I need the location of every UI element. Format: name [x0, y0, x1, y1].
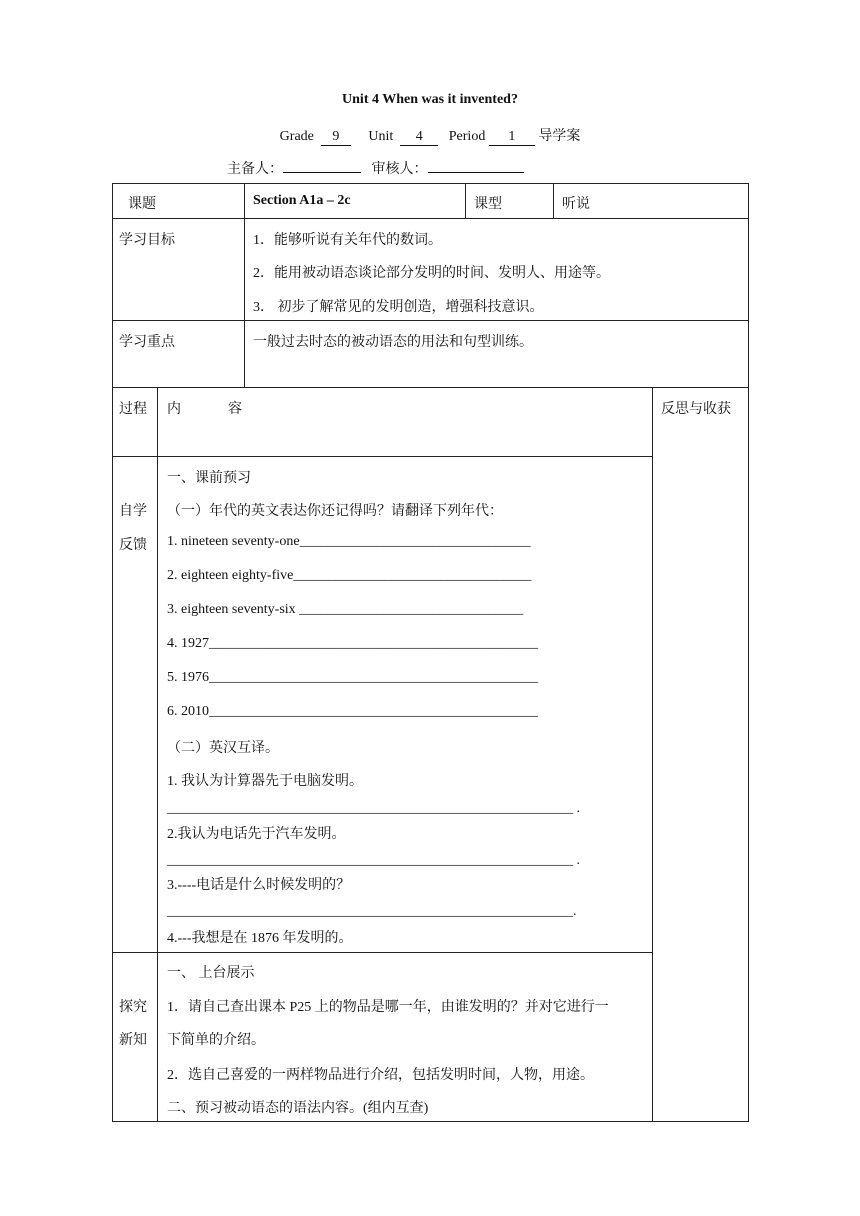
- self-study-line: __________________________________________________________ .: [167, 801, 580, 816]
- self-study-line: 3. eighteen seventy-six ________________________________: [167, 602, 524, 617]
- explore-line: 下简单的介绍。: [167, 1033, 265, 1048]
- grade-value: 9: [321, 129, 351, 146]
- self-study-line: __________________________________________________________ .: [167, 853, 580, 868]
- self-study-label-2: 反馈: [119, 538, 147, 553]
- unit-value: 4: [400, 129, 438, 146]
- grade-unit-period-line: [0, 125, 860, 146]
- goal-item-2: 2．能用被动语态谈论部分发明的时间、发明人、用途等。: [253, 266, 610, 281]
- topic-value: Section A1a – 2c: [253, 193, 351, 208]
- self-study-line: __________________________________________________________.: [167, 904, 577, 919]
- type-label: 课型: [474, 197, 502, 212]
- self-study-line: 2.我认为电话先于汽车发明。: [167, 827, 346, 842]
- goal-item-1: 1．能够听说有关年代的数词。: [253, 233, 442, 248]
- reflection-label: 反思与收获: [661, 402, 731, 417]
- self-study-line: （二）英汉互译。: [167, 741, 279, 756]
- self-study-line: 2. eighteen eighty-five__________________________________: [167, 568, 532, 583]
- period-label: Period: [448, 129, 486, 144]
- reviewer-blank: [428, 158, 524, 173]
- grade-label: Grade: [279, 129, 314, 144]
- reviewer-label: 审核人：: [371, 162, 428, 177]
- self-study-line: 1. 我认为计算器先于电脑发明。: [167, 774, 363, 789]
- self-study-line: 1. nineteen seventy-one_________________________________: [167, 534, 531, 549]
- document-title: Unit 4 When was it invented?: [342, 92, 518, 107]
- self-study-line: 6. 2010_______________________________________________: [167, 704, 538, 719]
- explore-line: 2．选自己喜爱的一两样物品进行介绍，包括发明时间，人物，用途。: [167, 1068, 594, 1083]
- self-study-line: 4. 1927_______________________________________________: [167, 636, 538, 651]
- self-study-line: 5. 1976_______________________________________________: [167, 670, 538, 685]
- content-label-1: 内: [167, 402, 181, 417]
- period-value: 1: [489, 129, 535, 146]
- explore-line: 二、预习被动语态的语法内容。(组内互查): [167, 1101, 429, 1116]
- unit-label: Unit: [368, 129, 394, 144]
- goals-label: 学习目标: [119, 233, 175, 248]
- doc-type: 导学案: [538, 129, 581, 144]
- self-study-line: 4.---我想是在 1876 年发明的。: [167, 931, 353, 946]
- self-study-line: 一、课前预习: [167, 471, 251, 486]
- focus-label: 学习重点: [119, 335, 175, 350]
- preparer-blank: [283, 158, 361, 173]
- self-study-label-1: 自学: [119, 504, 147, 519]
- focus-text: 一般过去时态的被动语态的用法和句型训练。: [253, 335, 533, 350]
- preparer-reviewer-line: [227, 158, 524, 178]
- topic-label: 课题: [128, 197, 156, 212]
- self-study-line: （一）年代的英文表达你还记得吗？请翻译下列年代：: [167, 504, 503, 519]
- explore-line: 1．请自己查出课本 P25 上的物品是哪一年，由谁发明的？并对它进行一: [167, 1000, 609, 1015]
- content-label-2: 容: [228, 402, 242, 417]
- type-value: 听说: [562, 197, 590, 212]
- process-label: 过程: [119, 402, 147, 417]
- explore-label-2: 新知: [119, 1033, 147, 1048]
- explore-line: 一、 上台展示: [167, 966, 255, 981]
- preparer-label: 主备人：: [227, 162, 283, 177]
- self-study-line: 3.----电话是什么时候发明的？: [167, 878, 351, 893]
- goal-item-3: 3． 初步了解常见的发明创造，增强科技意识。: [253, 300, 544, 315]
- explore-label-1: 探究: [119, 1000, 147, 1015]
